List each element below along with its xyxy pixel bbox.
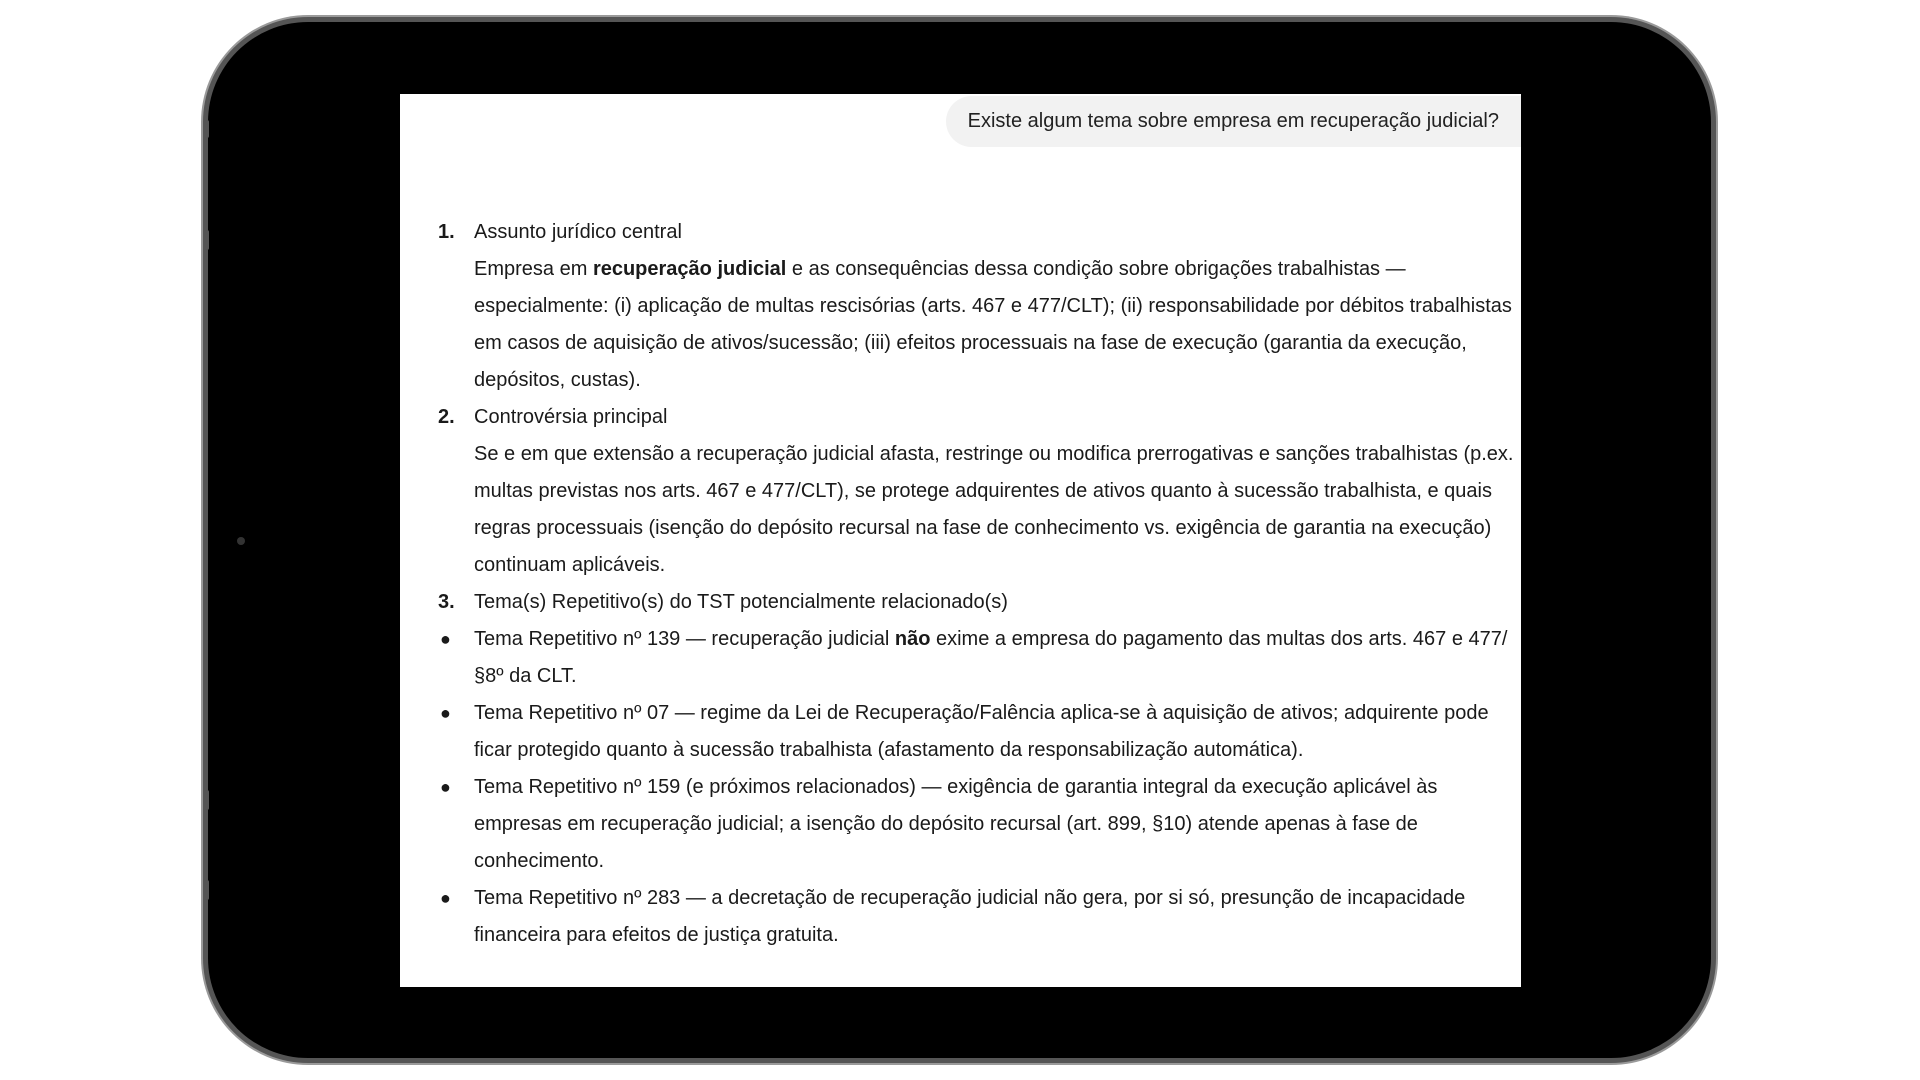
body-text: e as consequências dessa condição sobre obrigações trabalhistas — especialmente: (i) aplicação de multas rescisórias (arts. 467 e 477/CLT); (ii) responsabilidade por débitos trabalhistas em casos de aquisição de ativos/sucessão; (iii) efeitos processuais na fase de execução (garantia da execução, depósitos, custas).	[474, 258, 1512, 391]
item-number: 2.	[438, 406, 455, 428]
bullet-icon: ●	[440, 629, 451, 649]
bullet-text: Tema Repetitivo nº 07 — regime da Lei de Recuperação/Falência aplica-se à aquisição de ativos; adquirente pode ficar protegido quanto à sucessão trabalhista (afastamento da responsabilização automática).	[474, 702, 1489, 761]
item-body	[474, 251, 1516, 399]
item-title: Assunto jurídico central	[474, 221, 682, 243]
item-body: Se e em que extensão a recuperação judicial afasta, restringe ou modifica prerrogativas e sanções trabalhistas (p.ex. multas previstas nos arts. 467 e 477/CLT), se protege adquirentes de ativos quanto à sucessão trabalhista, e quais regras processuais (isenção do depósito recursal na fase de conhecimento vs. exigência de garantia na execução) continuam aplicáveis.	[474, 443, 1514, 576]
bullet-icon: ●	[440, 888, 451, 908]
bullet-item	[438, 621, 1516, 695]
bullet-item	[438, 880, 1516, 954]
list-item	[438, 399, 1516, 584]
body-text: Empresa em	[474, 258, 593, 280]
user-message-bubble: Existe algum tema sobre empresa em recuperação judicial?	[946, 96, 1521, 147]
bullet-text: Tema Repetitivo nº 159 (e próximos relacionados) — exigência de garantia integral da execução aplicável às empresas em recuperação judicial; a isenção do depósito recursal (art. 899, §10) atende apenas à fase de conhecimento.	[474, 776, 1438, 872]
item-number: 1.	[438, 221, 455, 243]
bullet-item	[438, 695, 1516, 769]
list-item	[438, 584, 1516, 621]
bullet-text: Tema Repetitivo nº 139 — recuperação judicial	[474, 628, 895, 650]
assistant-answer	[438, 214, 1516, 954]
tablet-side-button	[205, 880, 209, 900]
body-bold: recuperação judicial	[592, 258, 787, 280]
tablet-side-button	[205, 120, 209, 138]
bullet-item	[438, 769, 1516, 880]
bullet-text: exime a empresa do pagamento das multas dos arts. 467 e 477/§8º da CLT.	[474, 628, 1508, 687]
tablet-side-button	[205, 230, 209, 250]
chat-view[interactable]	[400, 94, 1521, 987]
camera-icon	[237, 537, 245, 545]
list-item	[438, 214, 1516, 399]
item-title: Controvérsia principal	[474, 406, 668, 428]
bullet-icon: ●	[440, 777, 451, 797]
bullet-bold: não	[894, 628, 931, 650]
bullet-icon: ●	[440, 703, 451, 723]
tablet-side-button	[205, 790, 209, 810]
bullet-text: Tema Repetitivo nº 283 — a decretação de recuperação judicial não gera, por si só, presunção de incapacidade financeira para efeitos de justiça gratuita.	[474, 887, 1466, 946]
item-number: 3.	[438, 591, 455, 613]
item-title: Tema(s) Repetitivo(s) do TST potencialmente relacionado(s)	[474, 591, 1008, 613]
